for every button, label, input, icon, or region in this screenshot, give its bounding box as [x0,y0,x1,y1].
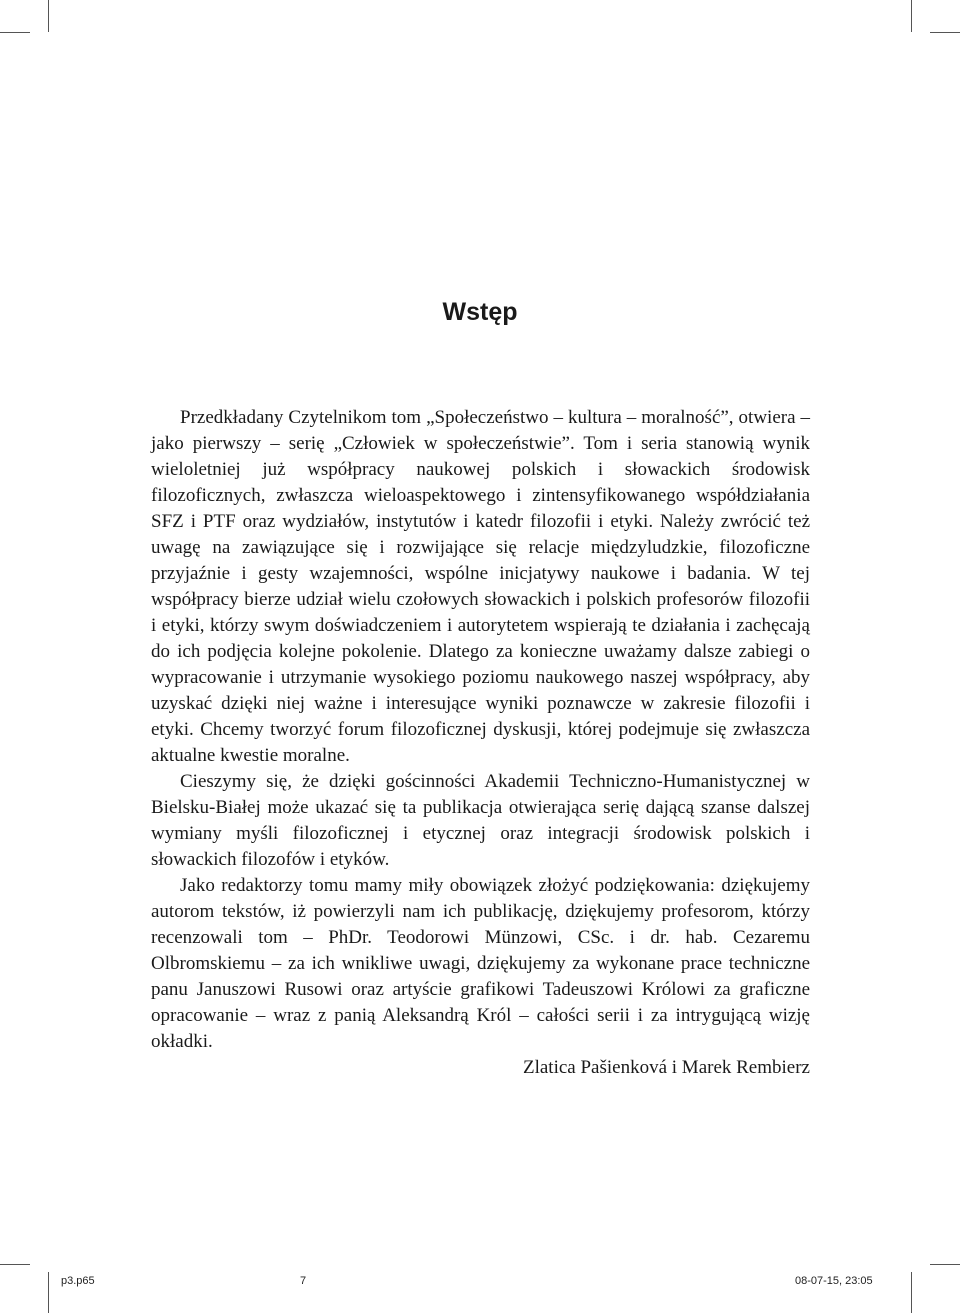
footer-file-name: p3.p65 [61,1275,95,1287]
body-text [151,405,810,1081]
signature: Zlatica Pašienková i Marek Rembierz [522,1057,810,1078]
footer-page-number: 7 [300,1275,307,1287]
crop-mark [48,0,49,32]
crop-mark [911,1272,912,1313]
paragraph: Przedkładany Czytelnikom tom „Społeczeństwo – kultura – moralność”, otwiera – jako pierwszy – serię „Człowiek w społeczeństwie”. Tom i seria stanowią wynik wieloletniej już współpracy naukowej polskich i słowackich środowisk filozoficznych, zwłaszcza wieloaspektowego i zintensyfikowanego współdziałania SFZ i PTF oraz wydziałów, instytutów i katedr filozofii i etyki. Należy zwrócić też uwagę na zawiązujące się i rozwijające się relacje międzyludzkie, filozoficzne przyjaźnie i gesty wzajemności, wspólne inicjatywy naukowe i badania. W tej współpracy bierze udział wielu czołowych słowackich i polskich profesorów filozofii i etyki, którzy swym doświadczeniem i autorytetem wspierają te działania i zachęcają do ich podjęcia kolejne pokolenie. Dlatego za konieczne uważamy dalsze zabiegi o wypracowanie i utrzymanie wysokiego poziomu naukowego naszej współpracy, aby uzyskać dzięki niej ważne i interesujące wyniki poznawcze w zakresie filozofii i etyki. Chcemy tworzyć forum filozoficznej dyskusji, której podejmuje się zwłaszcza aktualne kwestie moralne. [151,407,810,766]
crop-mark [930,1264,960,1265]
crop-mark [48,1272,49,1313]
crop-mark [930,32,960,33]
footer-timestamp: 08-07-15, 23:05 [795,1275,873,1287]
crop-mark [0,1264,30,1265]
crop-mark [911,0,912,32]
paragraph: Cieszymy się, że dzięki gościnności Akademii Techniczno-Humanistycznej w Bielsku-Białej może ukazać się ta publikacja otwierająca serię dającą szanse dalszej wymiany myśli filozoficznej i etycznej oraz integracji środowisk polskich i słowackich filozofów i etyków. [151,771,810,870]
crop-mark [0,32,30,33]
page-title: Wstęp [442,298,518,326]
paragraph: Jako redaktorzy tomu mamy miły obowiązek złożyć podziękowania: dziękujemy autorom tekstów, iż powierzyli nam ich publikację, dziękujemy profesorom, którzy recenzowali tom – PhDr. Teodorowi Münzowi, CSc. i dr. hab. Cezaremu Olbromskiemu – za ich wnikliwe uwagi, dziękujemy za wykonane prace techniczne panu Januszowi Rusowi oraz artyście grafikowi Tadeuszowi Królowi za graficzne opracowanie – wraz z panią Aleksandrą Król – całości serii i za intrygującą wizję okładki. [151,875,810,1052]
